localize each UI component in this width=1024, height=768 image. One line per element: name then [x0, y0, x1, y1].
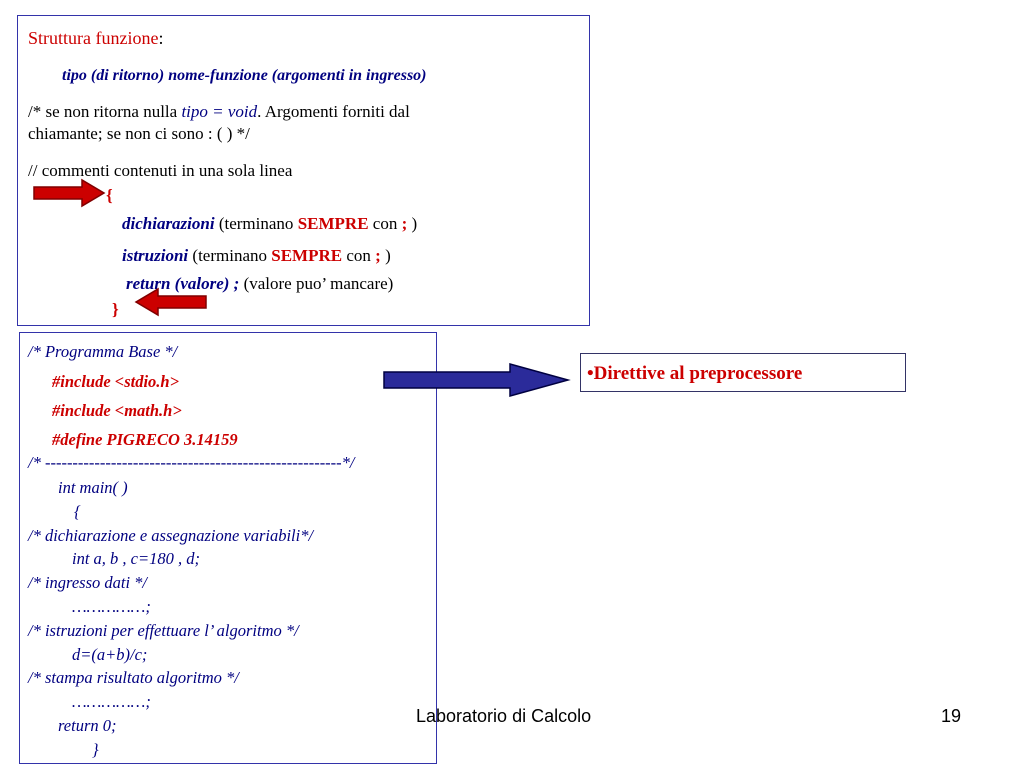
code-line-comment-input: /* ingresso dati */	[28, 573, 148, 592]
preprocessor-box	[580, 353, 906, 392]
preprocessor-arrow-icon	[382, 362, 572, 398]
page-number: 19	[941, 706, 962, 726]
close-brace: }	[112, 300, 119, 319]
void-comment-line1: /* se non ritorna nulla tipo = void. Argomenti forniti dal	[28, 102, 410, 121]
declarations-line: dichiarazioni (terminano SEMPRE con ; )	[122, 214, 418, 233]
open-brace: {	[106, 186, 113, 205]
close-brace-arrow-icon	[134, 287, 208, 317]
open-brace-arrow-icon	[32, 178, 106, 208]
code-line-return: return 0;	[58, 716, 117, 735]
function-signature: tipo (di ritorno) nome-funzione (argomenti in ingresso)	[62, 67, 427, 84]
code-line-comment-algo: /* istruzioni per effettuare l’ algoritmo */	[28, 621, 299, 640]
footer-course-title: Laboratorio di Calcolo	[416, 706, 592, 726]
code-line-comment-print: /* stampa risultato algoritmo */	[28, 668, 239, 687]
code-line-ellipsis-1: ……………;	[72, 597, 151, 616]
single-line-comment: // commenti contenuti in una sola linea	[28, 161, 293, 180]
function-structure-title: Struttura funzione:	[28, 28, 164, 48]
code-line-main: int main( )	[58, 478, 128, 497]
code-example-box	[19, 332, 437, 764]
code-line-open-brace: {	[74, 502, 81, 521]
instructions-line: istruzioni (terminano SEMPRE con ; )	[122, 246, 391, 265]
void-comment-line2: chiamante; se non ci sono : ( ) */	[28, 124, 250, 143]
function-structure-box	[17, 15, 590, 326]
preprocessor-label: •Direttive al preprocessore	[587, 363, 803, 384]
code-line-comment-decl: /* dichiarazione e assegnazione variabili*/	[28, 526, 314, 545]
return-line: return (valore) ; (valore puo’ mancare)	[126, 274, 394, 293]
code-line-close-brace: }	[92, 740, 99, 759]
code-line-include-stdio: #include <stdio.h>	[52, 372, 179, 391]
code-line-vars: int a, b , c=180 , d;	[72, 549, 200, 568]
code-line-separator: /* ------------------------------------------------------*/	[28, 453, 355, 472]
code-line-include-math: #include <math.h>	[52, 401, 182, 420]
code-line-compute: d=(a+b)/c;	[72, 645, 148, 664]
code-line-define: #define PIGRECO 3.14159	[52, 430, 238, 449]
code-line-ellipsis-2: ……………;	[72, 692, 151, 711]
code-line-comment-title: /* Programma Base */	[28, 342, 178, 361]
